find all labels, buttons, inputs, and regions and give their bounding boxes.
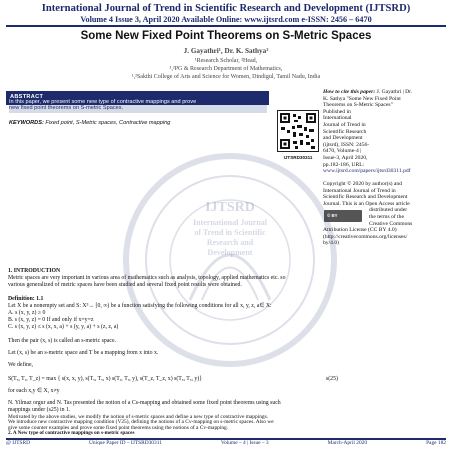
keywords-text: Fixed point, S-Metric spaces, Contractive mapping <box>45 120 171 126</box>
citation-lead: How to cite this paper: <box>323 89 376 95</box>
definition-section <box>8 296 446 331</box>
copyright-line: Scientific Research and Development <box>323 194 408 201</box>
journal-title: International Journal of Trend in Scientific Research and Development (IJTSRD) <box>41 3 411 14</box>
formula: S(Tₓ, Tᵧ, T_z) = max { s(x, x, y), s(Tₓ, Tₓ, x) s(Tᵧ, Tᵧ, y), s(T_z, T_z, x) s(Tₓ, Tₓ, y)} <box>8 376 203 382</box>
body-line: B. s (x, y, z) = 0 If and only if x=y=z <box>8 317 94 323</box>
watermark-line: Research and <box>206 238 254 247</box>
copyright-line: by/4.0) <box>323 240 340 247</box>
affiliation-line: ¹,²PG & Research Department of Mathematics, <box>169 66 283 72</box>
body-line: for each x,y ∈ X, x≠y <box>8 388 60 394</box>
citation-block <box>323 89 447 175</box>
citation-line: International <box>323 115 352 122</box>
body-line: N. Yilmaz orgur and N. Tas presented the notion of a Cs-mapping and obtained some fixed point theorems using such <box>8 400 281 406</box>
citation-line: Journal of Trend in <box>323 121 366 128</box>
definition-heading: Definition: 1.1 <box>8 296 44 302</box>
copyright-line: International Journal of Trend in <box>323 187 396 194</box>
paragraph: Motivated by the above studies, we modify the notion of s-metric spaces and define a new type of contractive mappings. <box>8 414 269 420</box>
header-rule <box>6 25 446 27</box>
watermark-line: Development <box>207 248 253 257</box>
section-heading: 2. A New type of contractive mappings on s-metric spaces <box>8 430 135 436</box>
qr-code-icon <box>278 111 318 151</box>
abstract-text-2: new fixed point theorems on S-metric Spaces. <box>9 105 124 111</box>
body-line: Let (x, s) be an s-metric space and T be a mapping from x into x. <box>8 350 159 356</box>
formula-number: s(25) <box>326 376 338 382</box>
body-line: C. s (x, y, z) ≤ s (x, x, a) + s (y, y, a) + s (z, z, a) <box>8 324 119 330</box>
journal-issue-line: Volume 4 Issue 3, April 2020 Available Online: www.ijtsrd.com e-ISSN: 2456 – 6470 <box>80 15 372 24</box>
citation-line: Published in <box>323 108 351 115</box>
watermark-line: International Journal <box>192 218 267 227</box>
affiliation-line: ¹Research Scholar, ²Head, <box>194 58 258 64</box>
footer-volume: Volume – 4 | Issue – 3 <box>220 440 269 446</box>
body-line: Then the pair (x, s) is called an s-metric space. <box>8 338 117 344</box>
page-footer <box>6 440 446 446</box>
qr-code <box>277 110 319 152</box>
citation-line: Scientific Research <box>323 128 367 135</box>
keywords <box>9 120 267 126</box>
footer-page: Page 182 <box>426 440 446 446</box>
body-line: Let X be a nonempty set and S: X³→ [0, ∞) be a function satisfying the following conditions for all x, y, z, a∈ X: <box>8 303 272 309</box>
introduction-section <box>8 268 446 289</box>
keywords-label: KEYWORDS: <box>9 120 44 126</box>
citation-line: J. Gayathri | Dr. <box>376 89 413 95</box>
affiliation-line: ¹,²Sakthi College of Arts and Science for Women, Dindigul, Tamil Nadu, India <box>131 74 321 80</box>
formula-line <box>8 376 446 383</box>
citation-url[interactable]: www.ijtsrd.com/papers/ijtsrd30311.pdf <box>323 168 411 175</box>
paragraph <box>8 400 446 414</box>
citation-line: and Development <box>323 135 363 142</box>
body-line: A. s (x, y, z) ≥ 0 <box>8 310 46 316</box>
body-line: We define, <box>8 362 33 368</box>
citation-line: pp.182-186, URL: <box>323 161 365 168</box>
copyright-url[interactable]: (http://creativecommons.org/licenses/ <box>323 233 408 240</box>
citation-line: K. Sathya "Some New Fixed Point <box>323 95 401 102</box>
copyright-line: Copyright © 2020 by author(s) and <box>323 181 402 187</box>
cc-by-icon: © BY <box>327 213 338 218</box>
copyright-line: Journal. This is an Open Access article <box>323 200 410 207</box>
footer-journal: @ IJTSRD <box>6 440 30 446</box>
qr-paper-id: IJTSRD30311 <box>283 155 313 160</box>
paper-authors: J. Gayathri¹, Dr. K. Sathya² <box>183 47 269 55</box>
section-2 <box>8 431 446 436</box>
body-line: give some counter examples and prove some fixed point theorems using the notions of a Cv-mapping. <box>8 424 229 431</box>
body-line: Metric spaces are very important in various area of mathematics such as analysis, topology, applied mathematics etc. so <box>8 275 286 281</box>
citation-line: Issue-3, April 2020, <box>323 154 368 161</box>
footer-paper-id: Unique Paper ID – IJTSRD30311 <box>89 440 162 446</box>
footer-date: March-April 2020 <box>327 440 368 446</box>
watermark-line: IJTSRD <box>205 200 255 215</box>
journal-header <box>0 3 452 25</box>
abstract-label: ABSTRACT <box>10 94 44 100</box>
body-line: We introduce new contractive mapping condition (V25), defining the notions of a Cv-mapping on s-metric spaces. Also we <box>8 419 274 425</box>
section-heading: 1. INTRODUCTION <box>8 268 61 274</box>
citation-line: (ijtsrd), ISSN: 2456- <box>323 141 370 148</box>
citation-line: Theorems on S-Metric Spaces" <box>323 102 393 109</box>
body-line: various generalized of metric spaces have been studied and several fixed point results were obtained. <box>8 282 242 288</box>
body-line: mappings under (s25) in 1. <box>8 407 71 413</box>
watermark-line: of Trend in Scientific <box>194 228 266 237</box>
journal-seal-watermark-icon <box>120 150 340 370</box>
abstract-text: In this paper, we present some new type of contractive mappings and prove <box>9 99 197 105</box>
paper-title: Some New Fixed Point Theorems on S-Metric Spaces <box>80 30 372 42</box>
copyright-line: Creative Commons <box>369 220 413 227</box>
citation-line: 6470, Volume-4 | <box>323 148 362 155</box>
copyright-line: the terms of the <box>369 213 404 220</box>
copyright-line: Attribution License (CC BY 4.0) <box>323 227 397 234</box>
copyright-line: distributed under <box>369 207 408 214</box>
